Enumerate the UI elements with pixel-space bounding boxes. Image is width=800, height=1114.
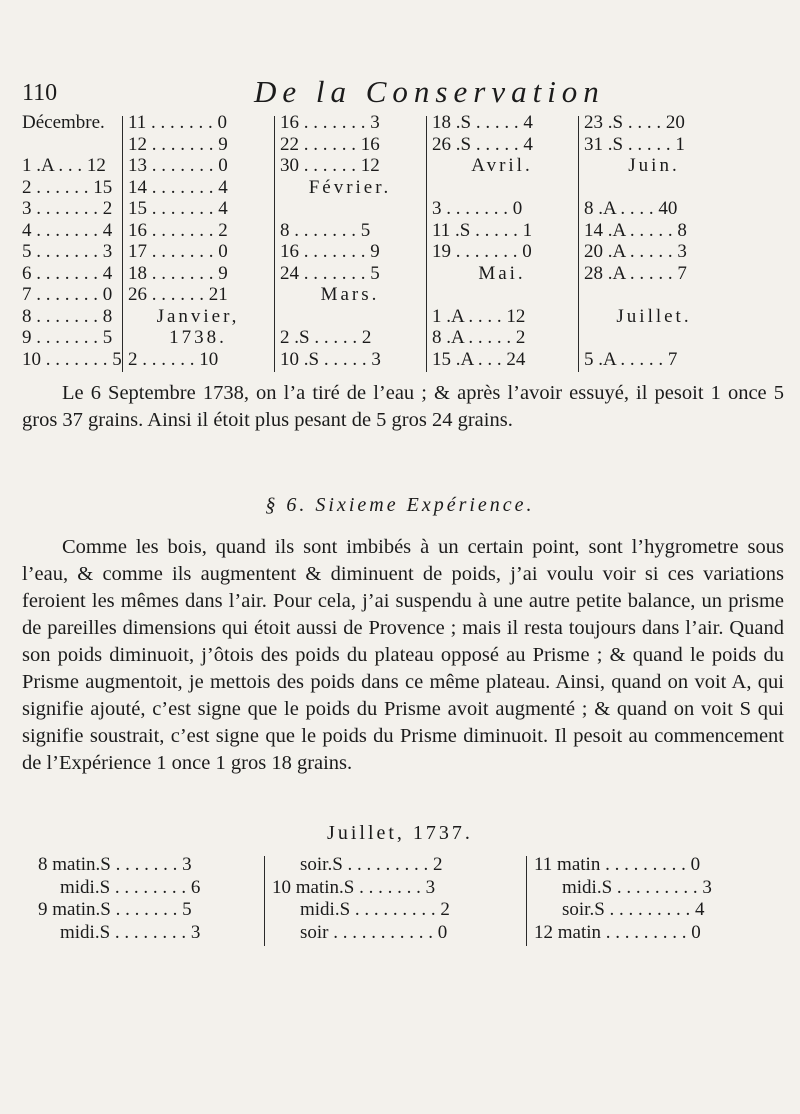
column-divider xyxy=(578,116,579,372)
log-entry: 23 .S . . . . 20 xyxy=(584,112,685,133)
log-entry: 12 . . . . . . . 9 xyxy=(128,133,228,155)
log-entry: 18 . . . . . . . 9 xyxy=(128,262,228,284)
log-entry xyxy=(280,306,420,328)
log-entry: 31 .S . . . . . 1 xyxy=(584,133,685,155)
log-entry: midi.S . . . . . . . . 6 xyxy=(60,876,201,898)
log-entry: Juin. xyxy=(628,155,680,176)
log-entry: Janvier, xyxy=(156,305,240,327)
log-entry: 8 .A . . . . . 2 xyxy=(432,327,526,348)
log-entry xyxy=(280,198,420,220)
log-entry: 10 .S . . . . . 3 xyxy=(280,348,381,370)
log-entry: 28 .A . . . . . 7 xyxy=(584,262,687,284)
log-entry: 16 . . . . . . . 9 xyxy=(280,241,380,262)
paragraph-weighing-result: Le 6 Septembre 1738, on l’a tiré de l’eau ; & après l’avoir essuyé, il pesoit 1 once 5 gros 37 grains. Ainsi il étoit plus pesant de 5 gros 24 grains. xyxy=(22,382,784,431)
log-entry: 14 .A . . . . . 8 xyxy=(584,219,687,241)
log-entry: 8 matin.S . . . . . . . 3 xyxy=(38,854,192,875)
log-entry: 5 .A . . . . . 7 xyxy=(584,348,678,370)
running-header xyxy=(22,74,782,110)
log-entry: 13 . . . . . . . 0 xyxy=(128,155,228,176)
log-entry: 9 matin.S . . . . . . . 5 xyxy=(38,899,192,920)
log-entry: 2 . . . . . . 15 xyxy=(22,176,113,198)
column-divider xyxy=(274,116,275,372)
log-entry: 8 . . . . . . . 5 xyxy=(280,219,371,241)
log-entry: Février. xyxy=(308,176,392,198)
log-entry: 24 . . . . . . . 5 xyxy=(280,262,380,284)
log-entry: Décembre. xyxy=(22,112,105,133)
log-entry: Mars. xyxy=(320,284,380,305)
log-entry: 9 . . . . . . . 5 xyxy=(22,327,113,348)
paragraph-experiment-description: Comme les bois, quand ils sont imbibés à un certain point, sont l’hygrometre sous l’eau, & comme ils augmentent & diminuent de poids, j’ai voulu voir si ces variations feroient les mêmes dans l’air. Pour cela, j’ai suspendu à une autre petite balance, un prisme de pareilles dimensions qui étoit aussi de Provence ; mais il resta toujours dans l’air. Quand son poids diminuoit, j’ôtois des poids du plateau opposé au Prisme ; & quand le poids du Prisme augmentoit, je mettois des poids dans ce même plateau. Ainsi, quand on voit A, qui signifie ajouté, c’est signe que le poids du Prisme avoit augmenté ; & quand on voit S qui signifie soustrait, c’est signe que le poids du Prisme diminuoit. Il pesoit au commencement de l’Expérience 1 once 1 gros 18 grains. xyxy=(22,536,784,774)
log-column-4 xyxy=(432,112,572,370)
log-entry: 8 . . . . . . . 8 xyxy=(22,305,113,327)
log-entry: 16 . . . . . . . 2 xyxy=(128,219,228,241)
log-entry: 3 . . . . . . . 0 xyxy=(432,198,523,219)
log-entry: 1738. xyxy=(169,327,227,348)
log-entry: 16 . . . . . . . 3 xyxy=(280,112,380,133)
section-heading: § 6. Sixieme Expérience. xyxy=(265,494,535,516)
log-entry: Avril. xyxy=(471,155,533,176)
log-entry: 6 . . . . . . . 4 xyxy=(22,262,113,284)
table-column-1 xyxy=(38,854,258,944)
log-entry: 10 . . . . . . . 5 xyxy=(22,348,122,370)
log-entry: soir . . . . . . . . . . . 0 xyxy=(300,921,448,943)
log-entry: Mai. xyxy=(478,262,526,284)
log-entry: 19 . . . . . . . 0 xyxy=(432,241,532,262)
log-entry xyxy=(22,134,120,156)
log-entry: 11 matin . . . . . . . . . 0 xyxy=(534,854,701,875)
log-entry: 2 . . . . . . 10 xyxy=(128,348,219,370)
log-entry: 11 . . . . . . . 0 xyxy=(128,112,228,133)
table-heading: Juillet, 1737. xyxy=(327,822,473,844)
log-entry: 1 .A . . . 12 xyxy=(22,155,106,176)
log-entry xyxy=(584,177,724,199)
log-entry: soir.S . . . . . . . . . 2 xyxy=(300,854,443,875)
log-entry: 22 . . . . . . 16 xyxy=(280,133,380,155)
log-entry: 26 . . . . . . 21 xyxy=(128,284,228,305)
log-column-5 xyxy=(584,112,724,370)
july-weight-table xyxy=(38,854,778,950)
log-entry: 10 matin.S . . . . . . . 3 xyxy=(272,876,436,898)
log-entry: 3 . . . . . . . 2 xyxy=(22,198,113,219)
table-column-2 xyxy=(272,854,512,944)
log-entry: 12 matin . . . . . . . . . 0 xyxy=(534,921,701,943)
log-entry: Juillet. xyxy=(616,305,692,327)
column-divider xyxy=(264,856,265,946)
log-entry: midi.S . . . . . . . . . 3 xyxy=(562,876,712,898)
log-entry: 30 . . . . . . 12 xyxy=(280,155,380,176)
page-number: 110 xyxy=(22,80,58,106)
column-divider xyxy=(426,116,427,372)
log-entry: 14 . . . . . . . 4 xyxy=(128,176,228,198)
log-column-2 xyxy=(128,112,268,370)
log-column-3 xyxy=(280,112,420,370)
log-entry: 5 . . . . . . . 3 xyxy=(22,241,113,262)
log-entry xyxy=(432,177,572,199)
log-entry: 1 .A . . . . 12 xyxy=(432,305,526,327)
column-divider xyxy=(526,856,527,946)
log-entry: 8 .A . . . . 40 xyxy=(584,198,678,219)
log-entry: 18 .S . . . . . 4 xyxy=(432,112,533,133)
log-entry xyxy=(584,284,724,306)
log-column-1 xyxy=(22,112,120,370)
log-entry xyxy=(432,284,572,306)
log-entry: 17 . . . . . . . 0 xyxy=(128,241,228,262)
log-entry: 26 .S . . . . . 4 xyxy=(432,133,533,155)
log-entry: 11 .S . . . . . 1 xyxy=(432,219,533,241)
log-entry: 15 . . . . . . . 4 xyxy=(128,198,228,219)
table-column-3 xyxy=(534,854,774,944)
log-entry: 15 .A . . . 24 xyxy=(432,348,526,370)
log-entry: 20 .A . . . . . 3 xyxy=(584,241,687,262)
log-entry: 2 .S . . . . . 2 xyxy=(280,327,372,348)
log-entry xyxy=(584,327,724,349)
log-entry: soir.S . . . . . . . . . 4 xyxy=(562,899,705,920)
column-divider xyxy=(122,116,123,372)
weight-log-columns xyxy=(22,112,762,374)
log-entry: 4 . . . . . . . 4 xyxy=(22,219,113,241)
running-title: De la Conservation xyxy=(254,74,605,109)
log-entry: 7 . . . . . . . 0 xyxy=(22,284,113,305)
log-entry: midi.S . . . . . . . . . 2 xyxy=(300,899,450,920)
log-entry: midi.S . . . . . . . . 3 xyxy=(60,921,201,943)
